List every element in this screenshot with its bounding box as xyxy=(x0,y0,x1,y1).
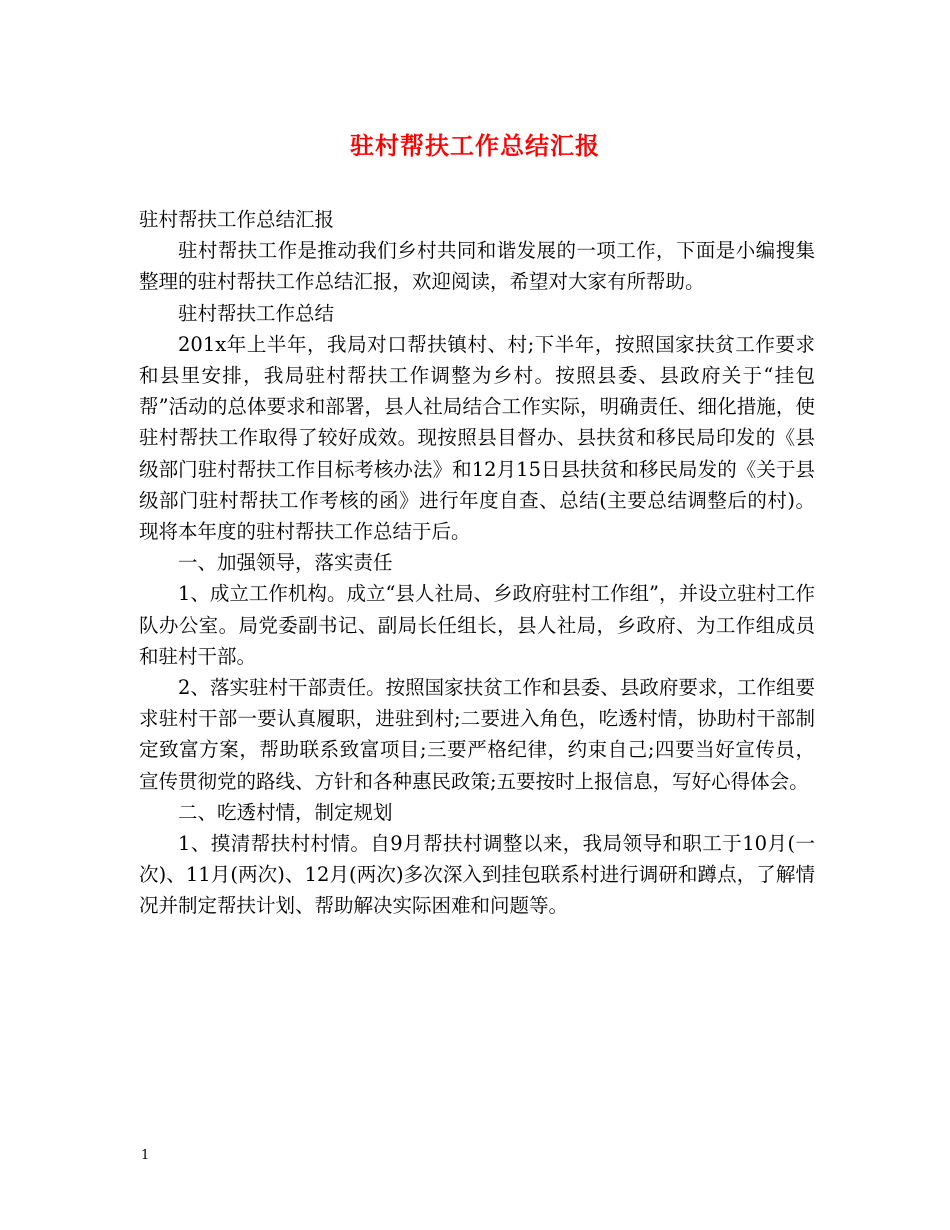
document-title: 驻村帮扶工作总结汇报 xyxy=(350,131,600,160)
section-heading-1: 一、加强领导，落实责任 xyxy=(178,551,393,575)
paragraph-section1-item1: 1、成立工作机构。成立“县人社局、乡政府驻村工作组”，并设立驻村工作队办公室。局党委副书记、副局长任组长，县人社局，乡政府、为工作组成员和驻村干部。 xyxy=(139,582,815,668)
document-body xyxy=(139,204,815,922)
paragraph-heading: 驻村帮扶工作总结汇报 xyxy=(139,208,335,231)
page-number: 1 xyxy=(141,1148,150,1163)
paragraph-subheading: 驻村帮扶工作总结 xyxy=(178,301,335,325)
section-heading-2: 二、吃透村情，制定规划 xyxy=(178,800,393,824)
paragraph-section2-item1: 1、摸清帮扶村村情。自9月帮扶村调整以来，我局领导和职工于10月(一次)、11月(两次)、12月(两次)多次深入到挂包联系村进行调研和蹲点，了解情况并制定帮扶计划、帮助解决实际困难和问题等。 xyxy=(139,832,815,918)
paragraph-intro: 驻村帮扶工作是推动我们乡村共同和谐发展的一项工作，下面是小编搜集整理的驻村帮扶工作总结汇报，欢迎阅读，希望对大家有所帮助。 xyxy=(139,239,815,294)
paragraph-section1-item2: 2、落实驻村干部责任。按照国家扶贫工作和县委、县政府要求，工作组要求驻村干部一要认真履职，进驻到村;二要进入角色，吃透村情，协助村干部制定致富方案，帮助联系致富项目;三要严格纪律，约束自己;四要当好宣传员，宣传贯彻党的路线、方针和各种惠民政策;五要按时上报信息，写好心得体会。 xyxy=(139,676,815,793)
paragraph-overview: 201x年上半年，我局对口帮扶镇村、村;下半年，按照国家扶贫工作要求和县里安排，我局驻村帮扶工作调整为乡村。按照县委、县政府关于“挂包帮”活动的总体要求和部署，县人社局结合工作实际，明确责任、细化措施，使驻村帮扶工作取得了较好成效。现按照县目督办、县扶贫和移民局印发的《县级部门驻村帮扶工作目标考核办法》和12月15日县扶贫和移民局发的《关于县级部门驻村帮扶工作考核的函》进行年度自查、总结(主要总结调整后的村)。现将本年度的驻村帮扶工作总结于后。 xyxy=(139,332,815,544)
